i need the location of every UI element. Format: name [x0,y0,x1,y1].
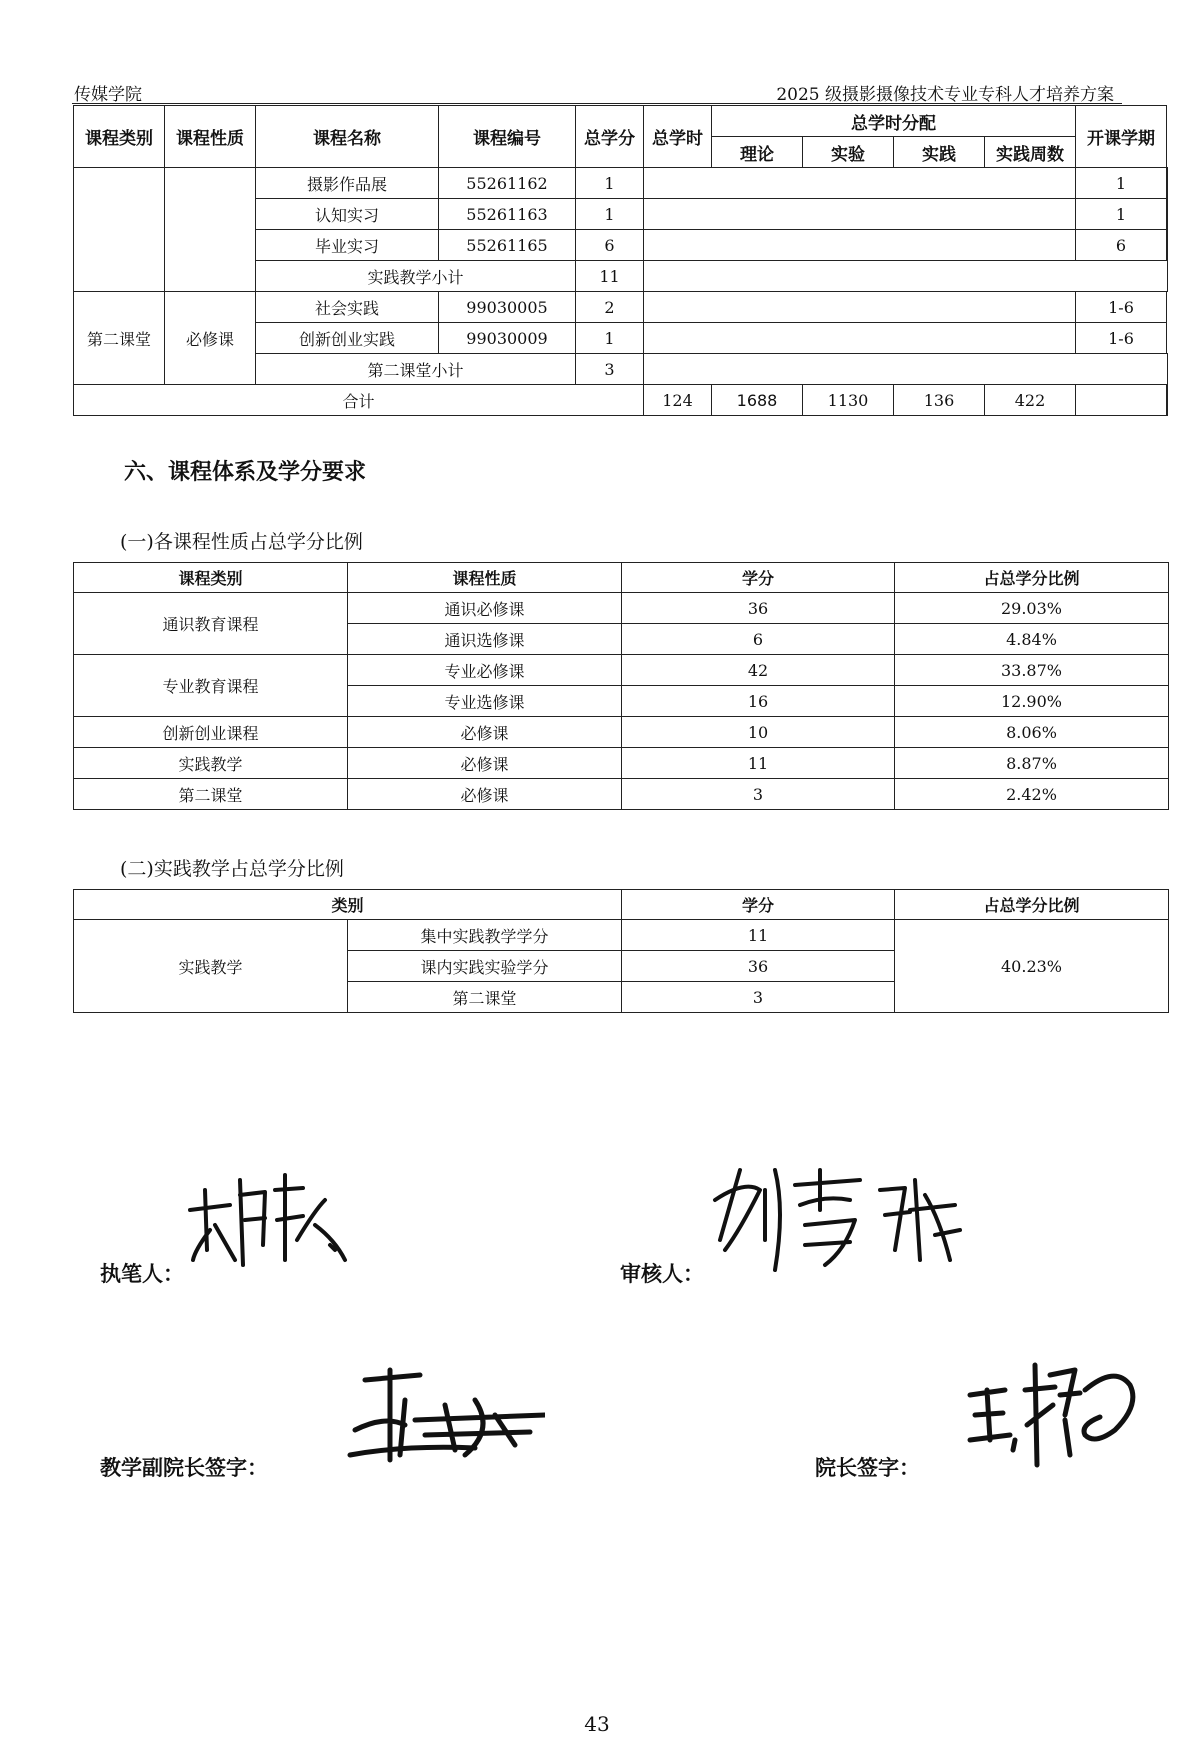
ratio-nature: 必修课 [348,779,622,810]
table-row [74,593,1169,624]
ratio-credits: 11 [622,748,895,779]
header-category: 课程类别 [74,106,165,168]
ratio-value: 33.87% [895,655,1169,686]
ratio-credits: 42 [622,655,895,686]
ratio-nature: 通识必修课 [348,593,622,624]
dean-label: 院长签字： [815,1456,920,1480]
course-code: 55261165 [439,230,576,261]
course-semester [1167,168,1168,199]
practice-category: 实践教学 [74,920,348,1013]
course-credits: 1 [576,168,644,199]
course-table [73,105,1168,416]
reviewer-label: 审核人： [620,1262,704,1286]
ratio-value: 8.06% [895,717,1169,748]
course-name: 创新创业实践 [256,323,439,354]
course-credits: 1 [576,199,644,230]
second-class-nature: 必修课 [165,292,256,385]
section-title: 六、课程体系及学分要求 [124,460,367,485]
vice-dean-label: 教学副院长签字： [100,1456,268,1480]
header-divider [72,103,1122,104]
course-weeks: 1 [1076,199,1167,230]
reviewer-signature [710,1150,970,1280]
second-class-subtotal-credits: 3 [576,354,644,385]
header-course-name: 课程名称 [256,106,439,168]
course-weeks: 6 [1076,230,1167,261]
total-practice: 422 [985,385,1076,416]
total-label: 合计 [74,385,644,416]
header-experiment: 实验 [803,137,894,168]
course-credits: 6 [576,230,644,261]
table-row [74,292,1168,323]
table-row [74,168,1168,199]
ratio-value: 12.90% [895,686,1169,717]
header-practice-weeks: 实践周数 [985,137,1076,168]
practice-credits: 11 [622,920,895,951]
course-weeks: 1 [1076,168,1167,199]
dean-signature [965,1345,1145,1475]
practice-table [73,889,1169,1013]
course-semester [1167,199,1168,230]
ratio-category: 通识教育课程 [74,593,348,655]
ratio-header-ratio: 占总学分比例 [895,563,1169,593]
ratio-credits: 3 [622,779,895,810]
vice-dean-signature [345,1360,545,1470]
table-row [74,920,1169,951]
practice-item: 集中实践教学学分 [348,920,622,951]
practice-ratio: 40.23% [895,920,1169,1013]
ratio-value: 4.84% [895,624,1169,655]
total-theory: 1130 [803,385,894,416]
header-semester: 开课学期 [1076,106,1167,168]
course-code: 55261162 [439,168,576,199]
practice-item: 课内实践实验学分 [348,951,622,982]
course-name: 认知实习 [256,199,439,230]
course-code: 99030005 [439,292,576,323]
category-cell-empty [74,168,165,292]
ratio-category: 创新创业课程 [74,717,348,748]
writer-label: 执笔人： [100,1262,184,1286]
header-total-hours: 总学时 [644,106,712,168]
ratio-value: 2.42% [895,779,1169,810]
course-credits: 2 [576,292,644,323]
writer-signature [185,1150,365,1280]
ratio-value: 8.87% [895,748,1169,779]
total-experiment: 136 [894,385,985,416]
header-left: 传媒学院 [74,85,142,105]
ratio-table [73,562,1169,810]
header-nature: 课程性质 [165,106,256,168]
header-course-code: 课程编号 [439,106,576,168]
header-hours-distribution: 总学时分配 [712,106,1076,137]
header-right: 2025 级摄影摄像技术专业专科人才培养方案 [776,85,1114,105]
header-theory: 理论 [712,137,803,168]
ratio-category: 实践教学 [74,748,348,779]
practice-header-type: 类别 [74,890,622,920]
ratio-nature: 专业必修课 [348,655,622,686]
ratio-table-title: (一)各课程性质占总学分比例 [120,531,363,553]
table-row [74,717,1169,748]
ratio-nature: 通识选修课 [348,624,622,655]
second-class-category: 第二课堂 [74,292,165,385]
table-row [74,779,1169,810]
ratio-nature: 必修课 [348,748,622,779]
ratio-category: 第二课堂 [74,779,348,810]
practice-credits: 3 [622,982,895,1013]
course-name: 摄影作品展 [256,168,439,199]
ratio-nature: 必修课 [348,717,622,748]
ratio-nature: 专业选修课 [348,686,622,717]
ratio-header-category: 课程类别 [74,563,348,593]
course-code: 99030009 [439,323,576,354]
total-credits: 124 [644,385,712,416]
page-number: 43 [584,1712,610,1736]
course-name: 毕业实习 [256,230,439,261]
practice-item: 第二课堂 [348,982,622,1013]
nature-cell-empty [165,168,256,292]
practice-subtotal-label: 实践教学小计 [256,261,576,292]
total-hours: 1688 [712,385,803,416]
ratio-value: 29.03% [895,593,1169,624]
practice-credits: 36 [622,951,895,982]
second-class-subtotal-label: 第二课堂小计 [256,354,576,385]
course-name: 社会实践 [256,292,439,323]
ratio-header-credits: 学分 [622,563,895,593]
course-semester: 1-6 [1076,292,1167,323]
course-code: 55261163 [439,199,576,230]
ratio-credits: 6 [622,624,895,655]
ratio-header-nature: 课程性质 [348,563,622,593]
table-row [74,748,1169,779]
course-semester: 1-6 [1076,323,1167,354]
practice-header-credits: 学分 [622,890,895,920]
course-semester [1167,230,1168,261]
ratio-category: 专业教育课程 [74,655,348,717]
header-total-credits: 总学分 [576,106,644,168]
header-practice: 实践 [894,137,985,168]
ratio-credits: 36 [622,593,895,624]
practice-header-ratio: 占总学分比例 [895,890,1169,920]
practice-table-title: (二)实践教学占总学分比例 [120,858,344,880]
ratio-credits: 16 [622,686,895,717]
total-row [74,385,1168,416]
ratio-credits: 10 [622,717,895,748]
course-credits: 1 [576,323,644,354]
table-row [74,655,1169,686]
practice-subtotal-credits: 11 [576,261,644,292]
